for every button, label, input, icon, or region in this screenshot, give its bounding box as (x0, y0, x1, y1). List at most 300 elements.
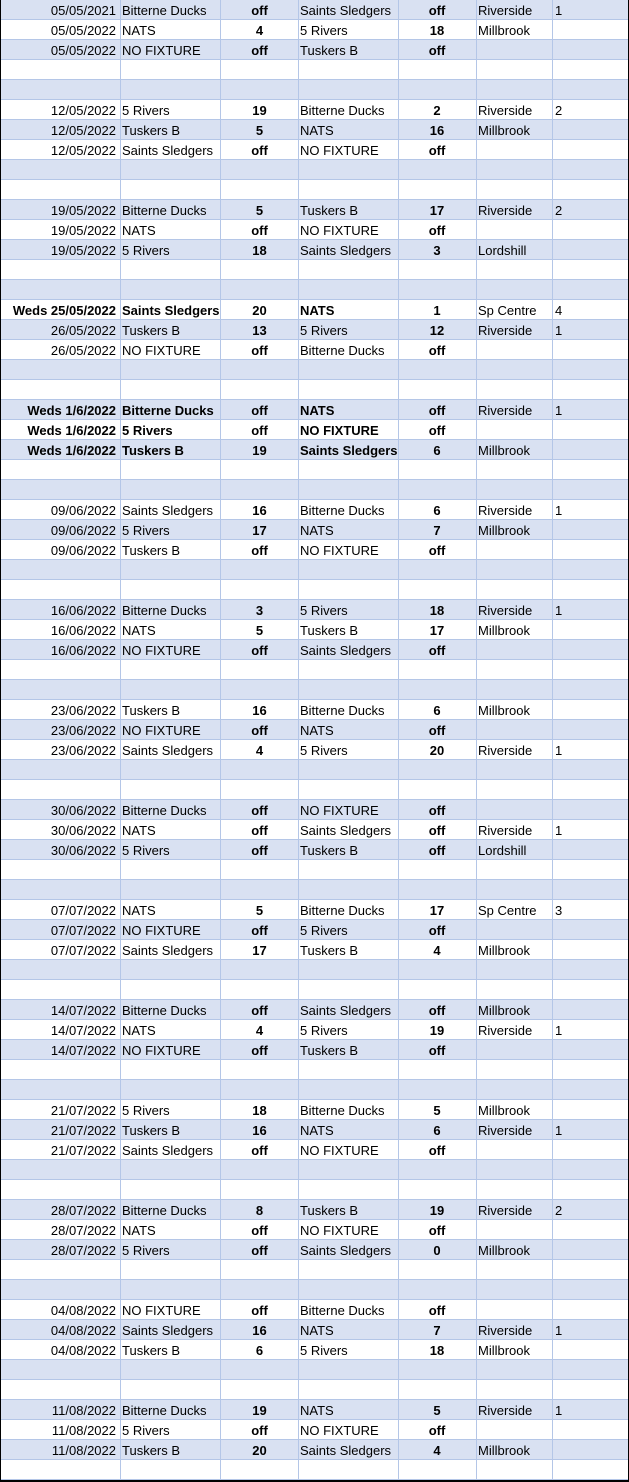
venue-cell[interactable]: Millbrook (478, 1003, 531, 1018)
home-team-cell[interactable] (122, 880, 218, 900)
away-team-cell[interactable]: 5 Rivers (300, 1023, 348, 1038)
away-team-cell[interactable]: NO FIXTURE (300, 1223, 379, 1238)
table-row[interactable] (1, 900, 628, 920)
date-cell[interactable] (1, 1180, 118, 1200)
home-score-cell[interactable]: off (251, 1243, 268, 1258)
away-team-cell[interactable]: NATS (300, 1403, 334, 1418)
venue-cell[interactable] (478, 960, 550, 980)
away-score-cell[interactable]: off (428, 923, 446, 938)
table-row[interactable] (1, 1400, 628, 1420)
home-team-cell[interactable] (122, 580, 218, 600)
home-team-cell[interactable]: Tuskers B (122, 703, 181, 718)
away-team-cell[interactable] (300, 280, 396, 300)
venue-cell[interactable]: Millbrook (478, 1443, 531, 1458)
court-cell[interactable] (555, 440, 625, 460)
away-team-cell[interactable] (300, 480, 396, 500)
table-row[interactable] (1, 1180, 628, 1200)
venue-cell[interactable] (478, 560, 550, 580)
away-score-cell[interactable]: off (428, 803, 446, 818)
table-row[interactable] (1, 1300, 628, 1320)
away-team-cell[interactable] (300, 760, 396, 780)
away-score-cell[interactable] (399, 60, 475, 80)
home-team-cell[interactable] (122, 660, 218, 680)
date-cell[interactable] (1, 360, 118, 380)
venue-cell[interactable] (478, 40, 550, 60)
home-score-cell[interactable]: off (251, 423, 268, 438)
venue-cell[interactable] (478, 640, 550, 660)
venue-cell[interactable]: Riverside (478, 103, 533, 118)
court-cell[interactable] (555, 880, 625, 900)
away-score-cell[interactable] (399, 680, 475, 700)
away-team-cell[interactable] (300, 80, 396, 100)
home-score-cell[interactable]: off (251, 1143, 268, 1158)
away-score-cell[interactable]: 1 (433, 303, 441, 318)
court-cell[interactable] (555, 1380, 625, 1400)
away-team-cell[interactable]: Saints Sledgers (300, 1243, 392, 1258)
venue-cell[interactable] (478, 80, 550, 100)
venue-cell[interactable] (478, 1260, 550, 1280)
date-cell[interactable] (1, 780, 118, 800)
away-team-cell[interactable] (300, 580, 396, 600)
away-team-cell[interactable]: 5 Rivers (300, 23, 348, 38)
home-team-cell[interactable] (122, 1380, 218, 1400)
away-team-cell[interactable]: 5 Rivers (300, 323, 348, 338)
away-score-cell[interactable] (399, 1060, 475, 1080)
venue-cell[interactable]: Millbrook (478, 1103, 531, 1118)
table-row[interactable] (1, 420, 628, 440)
home-score-cell[interactable]: 4 (255, 23, 264, 38)
court-cell[interactable] (555, 1420, 625, 1440)
date-cell[interactable]: 16/06/2022 (50, 603, 116, 618)
away-score-cell[interactable] (399, 260, 475, 280)
table-row[interactable] (1, 80, 628, 100)
venue-cell[interactable] (478, 160, 550, 180)
away-score-cell[interactable]: off (428, 423, 446, 438)
table-row[interactable] (1, 320, 628, 340)
home-score-cell[interactable] (221, 960, 298, 980)
venue-cell[interactable] (478, 1060, 550, 1080)
court-cell[interactable] (555, 160, 625, 180)
venue-cell[interactable] (478, 720, 550, 740)
date-cell[interactable] (1, 880, 118, 900)
away-score-cell[interactable] (399, 960, 475, 980)
table-row[interactable] (1, 700, 628, 720)
home-score-cell[interactable] (221, 1460, 298, 1480)
venue-cell[interactable] (478, 980, 550, 1000)
court-cell[interactable] (555, 620, 625, 640)
away-team-cell[interactable] (300, 1460, 396, 1480)
home-score-cell[interactable]: off (251, 643, 268, 658)
date-cell[interactable] (1, 1460, 118, 1480)
home-score-cell[interactable]: 17 (252, 523, 267, 538)
table-row[interactable] (1, 860, 628, 880)
home-score-cell[interactable]: off (251, 143, 268, 158)
away-team-cell[interactable]: Saints Sledgers (300, 243, 392, 258)
home-team-cell[interactable] (122, 1460, 218, 1480)
court-cell[interactable]: 2 (555, 203, 563, 218)
home-score-cell[interactable]: 16 (252, 1123, 267, 1138)
away-score-cell[interactable]: off (428, 3, 446, 18)
court-cell[interactable] (555, 840, 625, 860)
away-score-cell[interactable] (399, 660, 475, 680)
table-row[interactable] (1, 540, 628, 560)
date-cell[interactable]: 23/06/2022 (50, 723, 116, 738)
date-cell[interactable] (1, 1380, 118, 1400)
home-score-cell[interactable] (221, 680, 298, 700)
court-cell[interactable] (555, 340, 625, 360)
home-score-cell[interactable] (221, 580, 298, 600)
home-team-cell[interactable] (122, 1260, 218, 1280)
table-row[interactable] (1, 1280, 628, 1300)
away-score-cell[interactable] (399, 1180, 475, 1200)
away-score-cell[interactable]: 0 (433, 1243, 441, 1258)
away-team-cell[interactable]: Tuskers B (300, 1043, 359, 1058)
date-cell[interactable]: 19/05/2022 (50, 243, 116, 258)
venue-cell[interactable] (478, 1140, 550, 1160)
home-score-cell[interactable]: off (251, 3, 268, 18)
table-row[interactable] (1, 940, 628, 960)
home-team-cell[interactable] (122, 260, 218, 280)
venue-cell[interactable] (478, 1180, 550, 1200)
court-cell[interactable] (555, 520, 625, 540)
away-team-cell[interactable]: NATS (300, 123, 334, 138)
home-team-cell[interactable]: Saints Sledgers (122, 503, 214, 518)
away-score-cell[interactable] (399, 360, 475, 380)
court-cell[interactable] (555, 1240, 625, 1260)
away-score-cell[interactable]: off (428, 403, 446, 418)
away-score-cell[interactable] (399, 1360, 475, 1380)
home-score-cell[interactable]: off (251, 923, 268, 938)
home-team-cell[interactable]: Bitterne Ducks (122, 3, 207, 18)
home-team-cell[interactable]: NO FIXTURE (122, 643, 201, 658)
date-cell[interactable] (1, 680, 118, 700)
home-team-cell[interactable]: 5 Rivers (122, 1423, 170, 1438)
venue-cell[interactable] (478, 920, 550, 940)
court-cell[interactable]: 3 (555, 903, 563, 918)
home-score-cell[interactable]: off (251, 1423, 268, 1438)
court-cell[interactable] (555, 560, 625, 580)
away-score-cell[interactable]: off (428, 343, 446, 358)
venue-cell[interactable] (478, 1160, 550, 1180)
away-team-cell[interactable] (300, 780, 396, 800)
date-cell[interactable] (1, 860, 118, 880)
venue-cell[interactable]: Millbrook (478, 443, 531, 458)
home-score-cell[interactable]: 5 (255, 623, 264, 638)
table-row[interactable] (1, 20, 628, 40)
home-score-cell[interactable]: 16 (252, 1323, 267, 1338)
date-cell[interactable]: 26/05/2022 (50, 343, 116, 358)
away-team-cell[interactable]: 5 Rivers (300, 1343, 348, 1358)
away-team-cell[interactable]: NATS (300, 723, 334, 738)
home-score-cell[interactable] (221, 760, 298, 780)
home-team-cell[interactable]: NATS (122, 1023, 156, 1038)
venue-cell[interactable]: Riverside (478, 1023, 533, 1038)
home-score-cell[interactable]: 16 (252, 703, 267, 718)
date-cell[interactable]: 16/06/2022 (50, 643, 116, 658)
home-score-cell[interactable]: 16 (252, 503, 267, 518)
away-team-cell[interactable] (300, 980, 396, 1000)
home-score-cell[interactable]: off (251, 1043, 268, 1058)
home-team-cell[interactable]: Bitterne Ducks (122, 203, 207, 218)
court-cell[interactable] (555, 380, 625, 400)
away-score-cell[interactable]: off (428, 1143, 446, 1158)
court-cell[interactable] (555, 960, 625, 980)
home-team-cell[interactable]: NATS (122, 623, 156, 638)
away-score-cell[interactable] (399, 460, 475, 480)
away-team-cell[interactable] (300, 1080, 396, 1100)
home-team-cell[interactable] (122, 60, 218, 80)
home-score-cell[interactable]: 8 (255, 1203, 264, 1218)
date-cell[interactable]: 12/05/2022 (50, 103, 116, 118)
away-team-cell[interactable] (300, 960, 396, 980)
home-team-cell[interactable]: NATS (122, 903, 156, 918)
table-row[interactable] (1, 0, 628, 20)
away-score-cell[interactable] (399, 780, 475, 800)
date-cell[interactable]: 07/07/2022 (50, 903, 116, 918)
home-team-cell[interactable]: NO FIXTURE (122, 723, 201, 738)
table-row[interactable] (1, 620, 628, 640)
away-score-cell[interactable]: 7 (433, 1323, 441, 1338)
away-score-cell[interactable]: off (428, 1043, 446, 1058)
table-row[interactable] (1, 1040, 628, 1060)
court-cell[interactable] (555, 1100, 625, 1120)
away-score-cell[interactable]: 6 (433, 443, 441, 458)
court-cell[interactable] (555, 220, 625, 240)
court-cell[interactable] (555, 360, 625, 380)
court-cell[interactable] (555, 180, 625, 200)
home-score-cell[interactable] (221, 160, 298, 180)
home-score-cell[interactable]: off (251, 223, 268, 238)
court-cell[interactable] (555, 860, 625, 880)
venue-cell[interactable]: Riverside (478, 503, 533, 518)
court-cell[interactable] (555, 20, 625, 40)
venue-cell[interactable]: Millbrook (478, 943, 531, 958)
table-row[interactable] (1, 40, 628, 60)
court-cell[interactable] (555, 1180, 625, 1200)
home-team-cell[interactable]: Saints Sledgers (122, 943, 214, 958)
home-score-cell[interactable]: 17 (252, 943, 267, 958)
court-cell[interactable] (555, 280, 625, 300)
away-team-cell[interactable]: 5 Rivers (300, 743, 348, 758)
court-cell[interactable] (555, 460, 625, 480)
date-cell[interactable]: 05/05/2022 (50, 43, 116, 58)
home-score-cell[interactable] (221, 1280, 298, 1300)
home-team-cell[interactable]: Saints Sledgers (122, 1143, 214, 1158)
away-score-cell[interactable]: off (428, 1003, 446, 1018)
venue-cell[interactable]: Riverside (478, 823, 533, 838)
away-team-cell[interactable]: Bitterne Ducks (300, 343, 385, 358)
venue-cell[interactable] (478, 180, 550, 200)
away-score-cell[interactable] (399, 1080, 475, 1100)
away-team-cell[interactable] (300, 1360, 396, 1380)
date-cell[interactable] (1, 1260, 118, 1280)
table-row[interactable] (1, 660, 628, 680)
date-cell[interactable]: 30/06/2022 (50, 843, 116, 858)
home-team-cell[interactable] (122, 160, 218, 180)
venue-cell[interactable]: Lordshill (478, 843, 527, 858)
home-score-cell[interactable] (221, 980, 298, 1000)
away-score-cell[interactable] (399, 880, 475, 900)
venue-cell[interactable] (478, 280, 550, 300)
date-cell[interactable]: 28/07/2022 (50, 1223, 116, 1238)
venue-cell[interactable] (478, 760, 550, 780)
home-team-cell[interactable] (122, 280, 218, 300)
away-team-cell[interactable]: NO FIXTURE (300, 1423, 379, 1438)
away-team-cell[interactable]: Saints Sledgers (300, 823, 392, 838)
table-row[interactable] (1, 980, 628, 1000)
home-team-cell[interactable]: Bitterne Ducks (122, 603, 207, 618)
table-row[interactable] (1, 220, 628, 240)
date-cell[interactable] (1, 1360, 118, 1380)
venue-cell[interactable]: Millbrook (478, 523, 531, 538)
away-score-cell[interactable]: 6 (433, 703, 441, 718)
court-cell[interactable] (555, 480, 625, 500)
home-team-cell[interactable] (122, 360, 218, 380)
table-row[interactable] (1, 1060, 628, 1080)
table-row[interactable] (1, 100, 628, 120)
venue-cell[interactable]: Riverside (478, 743, 533, 758)
home-team-cell[interactable]: Tuskers B (122, 1443, 181, 1458)
date-cell[interactable] (1, 280, 118, 300)
date-cell[interactable]: 11/08/2022 (51, 1443, 116, 1458)
venue-cell[interactable]: Millbrook (478, 123, 531, 138)
court-cell[interactable] (555, 1280, 625, 1300)
table-row[interactable] (1, 580, 628, 600)
away-score-cell[interactable] (399, 480, 475, 500)
home-score-cell[interactable] (221, 560, 298, 580)
home-score-cell[interactable]: 18 (252, 243, 267, 258)
away-team-cell[interactable] (300, 380, 396, 400)
away-team-cell[interactable]: NO FIXTURE (300, 543, 379, 558)
court-cell[interactable]: 1 (555, 603, 563, 618)
date-cell[interactable]: 14/07/2022 (50, 1043, 116, 1058)
table-row[interactable] (1, 60, 628, 80)
table-row[interactable] (1, 780, 628, 800)
away-team-cell[interactable]: 5 Rivers (300, 603, 348, 618)
away-team-cell[interactable]: Saints Sledgers (300, 1003, 392, 1018)
venue-cell[interactable] (478, 860, 550, 880)
home-team-cell[interactable] (122, 1160, 218, 1180)
date-cell[interactable] (1, 380, 118, 400)
table-row[interactable] (1, 740, 628, 760)
court-cell[interactable] (555, 120, 625, 140)
court-cell[interactable] (555, 80, 625, 100)
home-score-cell[interactable] (221, 1360, 298, 1380)
court-cell[interactable]: 1 (555, 1123, 563, 1138)
table-row[interactable] (1, 200, 628, 220)
away-team-cell[interactable]: NATS (300, 1323, 334, 1338)
venue-cell[interactable] (478, 480, 550, 500)
venue-cell[interactable]: Millbrook (478, 1343, 531, 1358)
away-team-cell[interactable]: Bitterne Ducks (300, 103, 385, 118)
table-row[interactable] (1, 1080, 628, 1100)
home-team-cell[interactable]: Tuskers B (122, 123, 181, 138)
home-team-cell[interactable]: 5 Rivers (122, 243, 170, 258)
home-team-cell[interactable] (122, 780, 218, 800)
venue-cell[interactable]: Millbrook (478, 703, 531, 718)
table-row[interactable] (1, 1320, 628, 1340)
home-team-cell[interactable]: Tuskers B (122, 443, 184, 458)
court-cell[interactable] (555, 1460, 625, 1480)
date-cell[interactable]: 04/08/2022 (50, 1343, 116, 1358)
venue-cell[interactable]: Riverside (478, 323, 533, 338)
home-team-cell[interactable]: 5 Rivers (122, 843, 170, 858)
away-team-cell[interactable] (300, 360, 396, 380)
venue-cell[interactable] (478, 340, 550, 360)
away-team-cell[interactable]: Tuskers B (300, 943, 359, 958)
home-team-cell[interactable]: NATS (122, 23, 156, 38)
court-cell[interactable] (555, 1440, 625, 1460)
away-score-cell[interactable]: 3 (433, 243, 441, 258)
away-team-cell[interactable]: NATS (300, 303, 335, 318)
table-row[interactable] (1, 1220, 628, 1240)
away-score-cell[interactable]: 4 (433, 943, 441, 958)
venue-cell[interactable] (478, 1040, 550, 1060)
away-team-cell[interactable]: Bitterne Ducks (300, 1103, 385, 1118)
venue-cell[interactable]: Riverside (478, 403, 533, 418)
venue-cell[interactable] (478, 1420, 550, 1440)
venue-cell[interactable] (478, 1280, 550, 1300)
table-row[interactable] (1, 1020, 628, 1040)
date-cell[interactable]: 11/08/2022 (51, 1423, 116, 1438)
court-cell[interactable] (555, 260, 625, 280)
table-row[interactable] (1, 500, 628, 520)
home-team-cell[interactable] (122, 980, 218, 1000)
away-team-cell[interactable] (300, 1380, 396, 1400)
date-cell[interactable]: 30/06/2022 (50, 803, 116, 818)
venue-cell[interactable] (478, 380, 550, 400)
home-score-cell[interactable]: 20 (252, 1443, 267, 1458)
home-score-cell[interactable] (221, 1180, 298, 1200)
court-cell[interactable] (555, 1040, 625, 1060)
court-cell[interactable] (555, 680, 625, 700)
venue-cell[interactable] (478, 680, 550, 700)
away-score-cell[interactable]: off (428, 1423, 446, 1438)
date-cell[interactable] (1, 660, 118, 680)
away-score-cell[interactable] (399, 180, 475, 200)
home-score-cell[interactable] (221, 380, 298, 400)
table-row[interactable] (1, 120, 628, 140)
court-cell[interactable]: 1 (555, 1403, 563, 1418)
date-cell[interactable]: 09/06/2022 (50, 543, 116, 558)
away-score-cell[interactable] (399, 380, 475, 400)
away-score-cell[interactable]: off (428, 143, 446, 158)
home-score-cell[interactable] (221, 1080, 298, 1100)
home-team-cell[interactable] (122, 1180, 218, 1200)
date-cell[interactable] (1, 1080, 118, 1100)
date-cell[interactable]: 28/07/2022 (50, 1203, 116, 1218)
date-cell[interactable]: 21/07/2022 (50, 1103, 116, 1118)
home-team-cell[interactable]: 5 Rivers (122, 103, 170, 118)
home-team-cell[interactable]: Tuskers B (122, 323, 181, 338)
home-team-cell[interactable] (122, 1280, 218, 1300)
away-score-cell[interactable]: off (428, 643, 446, 658)
date-cell[interactable] (1, 260, 118, 280)
away-team-cell[interactable]: NO FIXTURE (300, 1143, 379, 1158)
date-cell[interactable]: 21/07/2022 (50, 1143, 116, 1158)
home-score-cell[interactable] (221, 660, 298, 680)
court-cell[interactable] (555, 240, 625, 260)
home-team-cell[interactable] (122, 460, 218, 480)
table-row[interactable] (1, 800, 628, 820)
court-cell[interactable] (555, 60, 625, 80)
home-team-cell[interactable] (122, 1080, 218, 1100)
table-row[interactable] (1, 1420, 628, 1440)
table-row[interactable] (1, 1460, 628, 1480)
venue-cell[interactable] (478, 880, 550, 900)
court-cell[interactable]: 1 (555, 823, 563, 838)
away-score-cell[interactable]: 5 (433, 1403, 441, 1418)
